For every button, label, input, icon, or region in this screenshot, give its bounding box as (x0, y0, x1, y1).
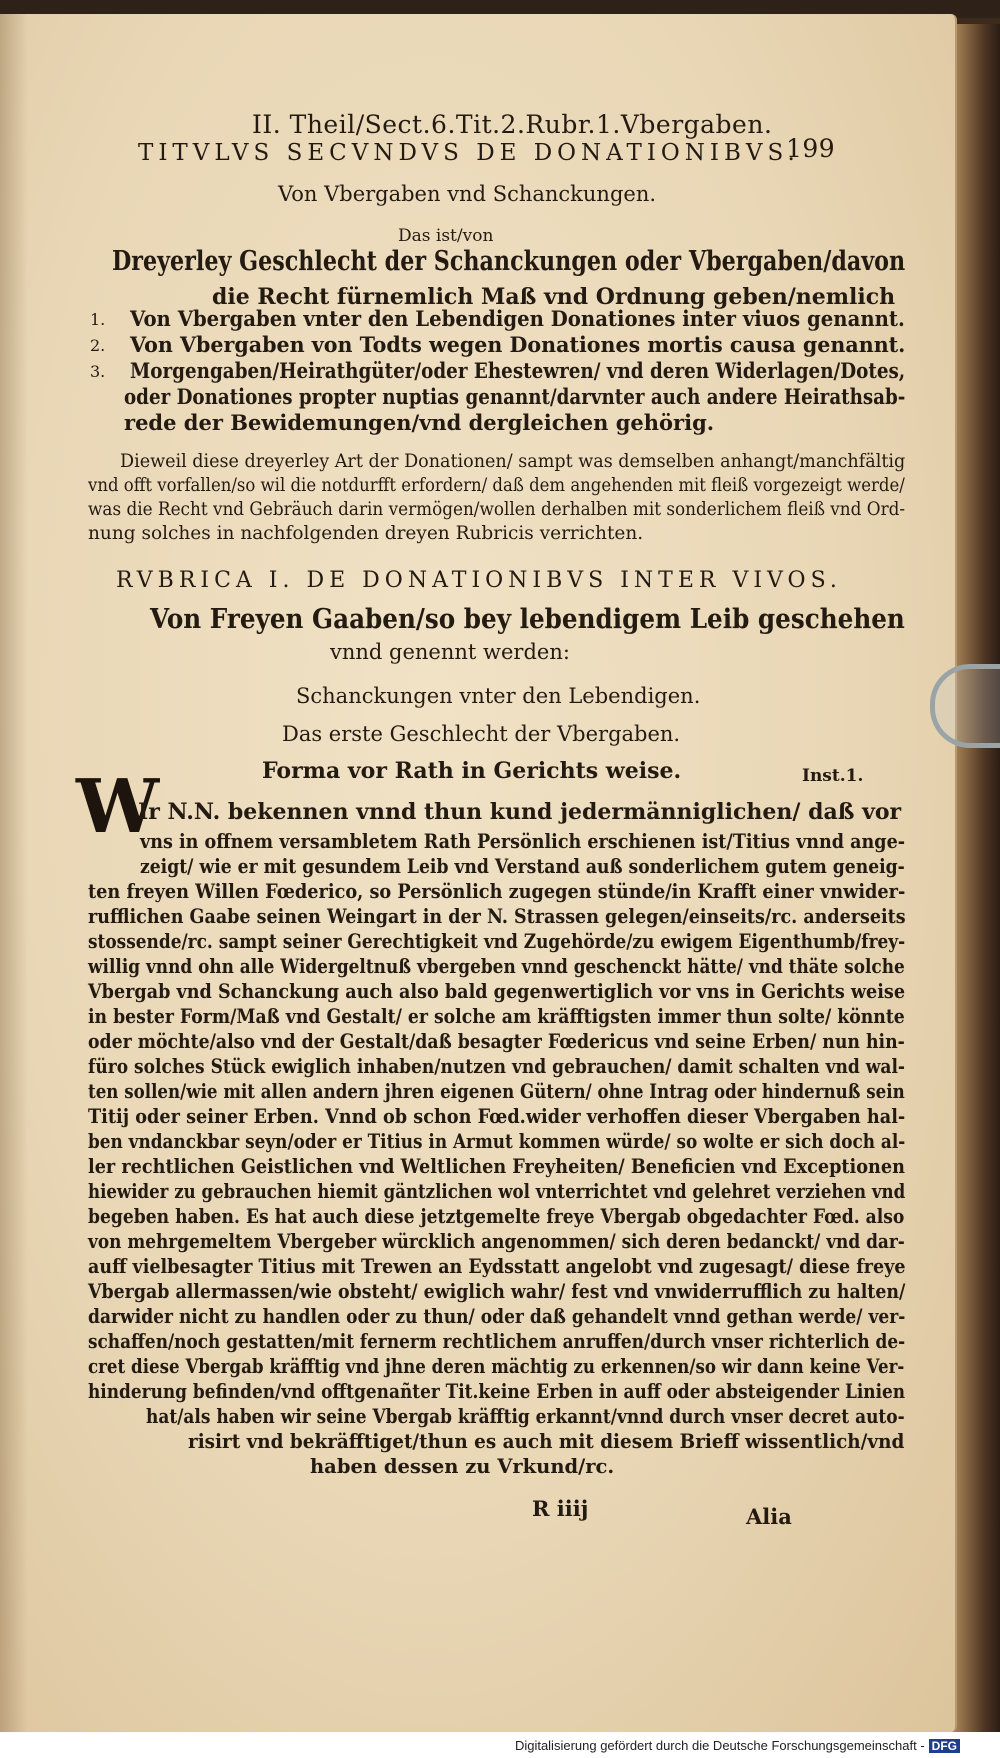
item-line: Morgengaben/Heirathgüter/oder Ehestewren/ vnd deren Widerlagen/Dotes, (130, 358, 906, 383)
body-line: Ir N.N. bekennen vnnd thun kund jedermänniglichen/ daß vor (138, 799, 902, 825)
section-heading-line-2: die Recht fürnemlich Maß vnd Ordnung geben/nemlich (212, 284, 896, 310)
das-ist: Das ist/von (398, 226, 494, 246)
item-line: Von Vbergaben von Todts wegen Donationes mortis causa genannt. (130, 332, 906, 357)
body-line: in bester Form/Maß vnd Gestalt/ er solche am kräfftigsten immer thun solte/ könnte (88, 1005, 905, 1028)
von-title: Von Vbergaben vnd Schanckungen. (278, 182, 657, 206)
body-line: begeben haben. Es hat auch diese jetztgemelte freye Vbergab obgedachter Fœd. also (88, 1205, 905, 1228)
drop-cap: W (76, 764, 160, 850)
body-line: ten freyen Willen Fœderico, so Persönlich zugegen stünde/in Krafft einer vnwider- (88, 880, 906, 903)
titulus-title: TITVLVS SECVNDVS DE DONATIONIBVS. (138, 140, 800, 166)
body-line: hat/als haben wir seine Vbergab kräfftig erkannt/vnnd durch vnser decret auto- (146, 1405, 905, 1428)
rubrica-subtitle-2: Das erste Geschlecht der Vbergaben. (282, 722, 681, 746)
item-line: Von Vbergaben vnter den Lebendigen Donationes inter viuos genannt. (130, 306, 905, 331)
body-line: haben dessen zu Vrkund/rc. (310, 1455, 615, 1478)
body-line: hiewider zu gebrauchen hiemit gäntzlichen wol vnterrichtet vnd gelehret verziehen vnd (88, 1180, 906, 1203)
item-number: 3. (90, 362, 106, 381)
body-line: rufflichen Gaabe seinen Weingart in der N. Strassen gelegen/einseits/rc. anderseits (88, 905, 906, 928)
page-number: 199 (786, 134, 836, 163)
rubrica-heading-line-2: vnnd genennt werden: (330, 640, 570, 664)
body-line: stossende/rc. sampt seiner Gerechtigkeit vnd Zugehörde/zu ewigem Eigenthumb/frey- (88, 930, 906, 953)
body-line: von mehrgemeltem Vbergeber würcklich angenommen/ sich deren bedanckt/ vnd dar- (88, 1230, 905, 1253)
body-line: risirt vnd bekräfftiget/thun es auch mit diesem Brieff wissentlich/vnd (188, 1430, 905, 1453)
body-line: vns in offnem versambletem Rath Persönlich erschienen ist/Titius vnnd ange- (140, 830, 906, 853)
catchword: Alia (746, 1504, 792, 1529)
body-line: ben vndanckbar seyn/oder er Titius in Armut kommen würde/ so wolte er sich doch al- (88, 1130, 906, 1153)
intro-line: was die Recht vnd Gebräuch darin vermögen/wollen derhalben mit sonderlichem fleiß vnd Ord- (88, 499, 906, 520)
running-head: II. Theil/Sect.6.Tit.2.Rubr.1.Vbergaben. (252, 110, 773, 139)
body-line: Vbergab allermassen/wie obsteht/ ewiglich wahr/ fest vnd vnwiderrufflich zu halten/ (88, 1280, 906, 1303)
item-number: 2. (90, 336, 106, 355)
intro-line: vnd offt vorfallen/so wil die notdurfft erfordern/ daß dem angehenden mit fleiß vorgezeigt werde/ (88, 475, 905, 496)
body-line: füro solches Stück ewiglich inhaben/nutzen vnd gebrauchen/ damit schalten vnd wal- (88, 1055, 905, 1078)
signature-mark: R iiij (532, 1496, 589, 1521)
body-line: hinderung befinden/vnd offtgenañter Tit.keine Erben in auff oder absteigender Linien (88, 1380, 906, 1403)
body-line: darwider nicht zu handlen oder zu thun/ oder daß gehandelt vnnd gethan werde/ ver- (88, 1305, 906, 1328)
body-line: ler rechtlichen Geistlichen vnd Weltlichen Freyheiten/ Beneficien vnd Exceptionen (88, 1155, 905, 1178)
digitization-credit (515, 1738, 960, 1753)
body-line: auff vielbesagter Titius mit Trewen an Eydsstatt angelobt vnd zugesagt/ diese freye (88, 1255, 906, 1278)
gutter-shadow (0, 14, 28, 1732)
rubrica-title: RVBRICA I. DE DONATIONIBVS INTER VIVOS. (116, 568, 842, 593)
section-heading-line-1: Dreyerley Geschlecht der Schanckungen oder Vbergaben/davon (112, 246, 906, 277)
body-line: ten sollen/wie mit allen andern jhren eigenen Gütern/ ohne Intrag oder hindernuß sein (88, 1080, 905, 1103)
forma-title: Forma vor Rath in Gerichts weise. (262, 758, 682, 784)
rubrica-heading-line-1: Von Freyen Gaaben/so bey lebendigem Leib geschehen (150, 604, 905, 635)
page-clip (930, 664, 1000, 748)
body-line: cret diese Vbergab kräfftig vnd jhne deren mächtig zu erkennen/so wir dann keine Ver- (88, 1355, 905, 1378)
body-line: oder möchte/also vnd der Gestalt/daß besagter Fœdericus vnd seine Erben/ nun hin- (88, 1030, 905, 1053)
body-line: Titij oder seiner Erben. Vnnd ob schon Fœd.wider verhoffen dieser Vbergaben hal- (88, 1105, 906, 1128)
body-line: Vbergab vnd Schanckung auch also bald gegenwertiglich vor vns in Gerichts weise (88, 980, 906, 1003)
intro-line: nung solches in nachfolgenden dreyen Rubricis verrichten. (88, 523, 644, 544)
item-line: oder Donationes propter nuptias genannt/darvnter auch andere Heirathsab- (124, 384, 906, 409)
item-line: rede der Bewidemungen/vnd dergleichen gehörig. (124, 410, 715, 435)
intro-line: Dieweil diese dreyerley Art der Donationen/ sampt was demselben anhangt/manchfältig (120, 451, 906, 472)
body-line: zeigt/ wie er mit gesundem Leib vnd Verstand auß sonderlichem gutem geneig- (140, 855, 905, 878)
digitization-text: Digitalisierung gefördert durch die Deutsche Forschungsgemeinschaft - (514, 1738, 925, 1753)
rubrica-subtitle-1: Schanckungen vnter den Lebendigen. (296, 684, 701, 708)
margin-note: Inst.1. (802, 766, 864, 786)
item-number: 1. (90, 310, 106, 329)
body-line: willig vnnd ohn alle Widergeltnuß vbergeben vnnd geschenckt hätte/ vnd thäte solche (88, 955, 905, 978)
dfg-logo: DFG (929, 1739, 960, 1753)
body-line: schaffen/noch gestatten/mit fernerm rechtlichem anruffen/durch vnser richterlich de- (88, 1330, 906, 1353)
